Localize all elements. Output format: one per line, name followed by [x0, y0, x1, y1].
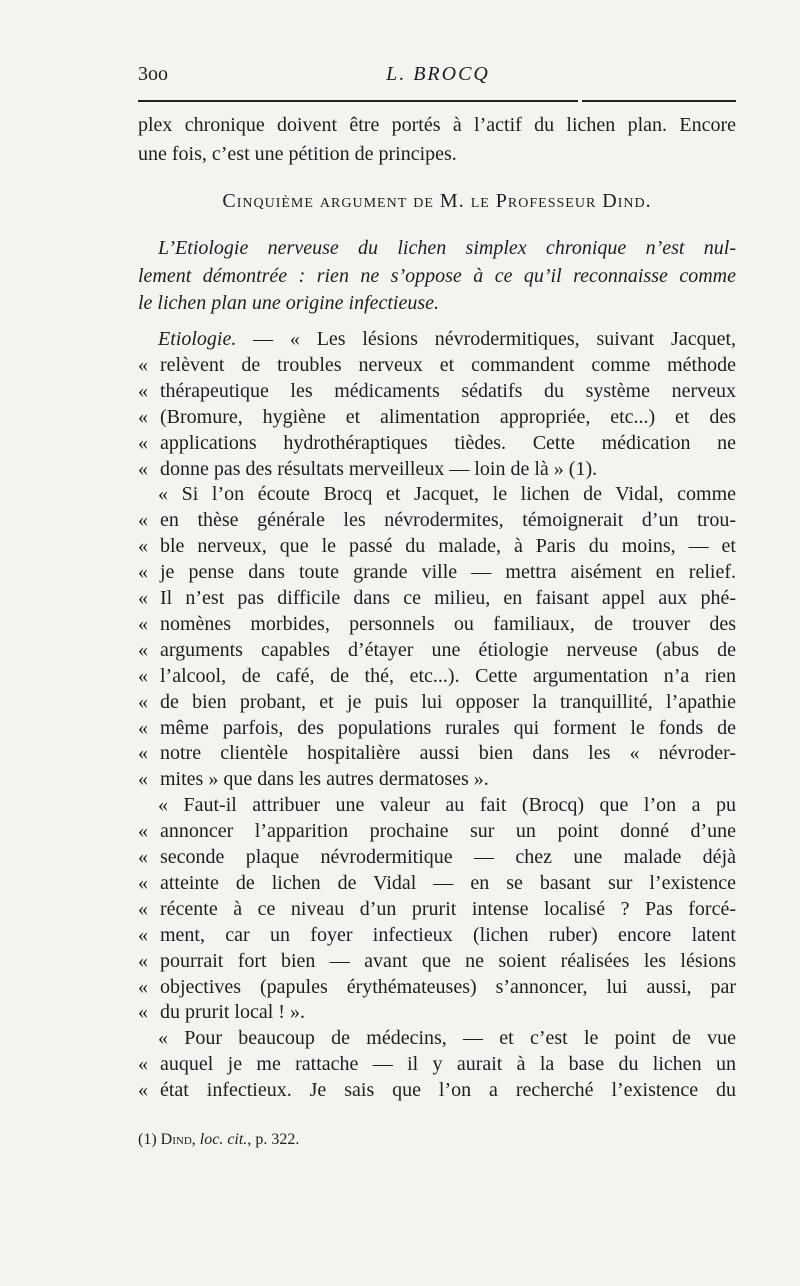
body-line-text: — « Les lésions névrodermitiques, suivant Jacquet, — [236, 328, 736, 350]
body-line-text: notre clientèle hospitalière aussi bien dans les « névroder- — [160, 742, 736, 764]
quote-mark: « — [138, 820, 148, 842]
body-line: « Pour beaucoup de médecins, — et c’est le point de vue — [158, 1027, 736, 1049]
body-line — [138, 870, 736, 896]
quote-mark: « — [138, 717, 148, 739]
body-line — [138, 766, 736, 792]
body-line — [158, 326, 736, 352]
body-line-text: thérapeutique les médicaments sédatifs du système nerveux — [160, 380, 736, 402]
thesis-line: lement démontrée : rien ne s’oppose à ce qu’il reconnaisse comme — [138, 265, 736, 287]
quote-mark: « — [138, 1053, 148, 1075]
paragraph-label: Etiologie. — [158, 328, 237, 350]
body-line — [138, 559, 736, 585]
quote-mark: « — [138, 742, 148, 764]
body-line — [138, 585, 736, 611]
footnote-page: p. 322. — [255, 1131, 300, 1148]
section-heading: Cinquième argument de M. le Professeur Dind. — [222, 190, 652, 212]
quote-mark: « — [138, 976, 148, 998]
text-line: une fois, c’est une pétition de principes. — [138, 143, 457, 165]
body-line-text: relèvent de troubles nerveux et commandent comme méthode — [160, 354, 736, 376]
quote-mark: « — [138, 950, 148, 972]
body-line-text: pourrait fort bien — avant que ne soient réalisées les lésions — [160, 950, 736, 972]
thesis-line: L’Etiologie nerveuse du lichen simplex chronique n’est nul- — [158, 237, 736, 259]
body-line — [138, 404, 736, 430]
body-line-text: arguments capables d’étayer une étiologie nerveuse (abus de — [160, 639, 736, 661]
quote-mark: « — [138, 535, 148, 557]
body-line-text: (Bromure, hygiène et alimentation appropriée, etc...) et des — [160, 406, 736, 428]
quote-mark: « — [138, 509, 148, 531]
page-header — [138, 63, 738, 93]
running-head: L. BROCQ — [386, 63, 490, 85]
quote-mark: « — [138, 613, 148, 635]
body-line-text: nomènes morbides, personnels ou familiaux, de trouver des — [160, 613, 736, 635]
body-line — [138, 430, 736, 456]
body-line — [138, 740, 736, 766]
body-line — [138, 715, 736, 741]
body-line — [138, 1051, 736, 1077]
body-line — [138, 922, 736, 948]
body-line-text: donne pas des résultats merveilleux — loin de là » (1). — [160, 458, 598, 480]
body-line — [138, 663, 736, 689]
header-rule — [138, 100, 578, 102]
thesis-line: le lichen plan une origine infectieuse. — [138, 292, 440, 314]
body-line-text: l’alcool, de café, de thé, etc...). Cette argumentation n’a rien — [160, 665, 736, 687]
quote-mark: « — [138, 561, 148, 583]
body-line — [138, 999, 736, 1025]
quote-mark: « — [138, 846, 148, 868]
quote-mark: « — [138, 1079, 148, 1101]
body-line-text: en thèse générale les névrodermites, témoignerait d’un trou- — [160, 509, 736, 531]
footnote-marker: (1) — [138, 1131, 157, 1148]
body-line: « Si l’on écoute Brocq et Jacquet, le lichen de Vidal, comme — [158, 483, 736, 505]
body-line-text: applications hydrothéraptiques tièdes. Cette médication ne — [160, 432, 736, 454]
page-number: 3oo — [138, 63, 168, 85]
body-line — [138, 637, 736, 663]
body-line — [138, 611, 736, 637]
quote-mark: « — [138, 380, 148, 402]
quote-mark: « — [138, 872, 148, 894]
body-line — [138, 818, 736, 844]
quote-mark: « — [138, 665, 148, 687]
body-line-text: seconde plaque névrodermitique — chez une malade déjà — [160, 846, 736, 868]
body-line-text: état infectieux. Je sais que l’on a recherché l’existence du — [160, 1079, 736, 1101]
quote-mark: « — [138, 406, 148, 428]
footnote — [138, 1131, 299, 1149]
quote-mark: « — [138, 458, 148, 480]
body-line — [138, 844, 736, 870]
body-line-text: ment, car un foyer infectieux (lichen ruber) encore latent — [160, 924, 736, 946]
body-line — [138, 974, 736, 1000]
body-line — [138, 507, 736, 533]
body-line — [138, 948, 736, 974]
body-line — [138, 533, 736, 559]
quote-mark: « — [138, 354, 148, 376]
quote-mark: « — [138, 1001, 148, 1023]
footnote-ref: loc. cit., — [199, 1131, 252, 1148]
header-rule-right — [582, 100, 736, 102]
body-line-text: Il n’est pas difficile dans ce milieu, en faisant appel aux phé- — [160, 587, 736, 609]
body-line — [138, 352, 736, 378]
text-line: plex chronique doivent être portés à l’actif du lichen plan. Encore — [138, 114, 736, 136]
body-line-text: de bien probant, et je puis lui opposer la tranquillité, l’apathie — [160, 691, 736, 713]
body-line-text: atteinte de lichen de Vidal — en se basant sur l’existence — [160, 872, 736, 894]
quote-mark: « — [138, 691, 148, 713]
body-line — [138, 689, 736, 715]
quote-mark: « — [138, 924, 148, 946]
quote-mark: « — [138, 639, 148, 661]
body-line: « Faut-il attribuer une valeur au fait (Brocq) que l’on a pu — [158, 794, 736, 816]
body-line-text: récente à ce niveau d’un prurit intense localisé ? Pas forcé- — [160, 898, 736, 920]
body-line-text: je pense dans toute grande ville — mettra aisément en relief. — [160, 561, 736, 583]
quote-mark: « — [138, 768, 148, 790]
body-line-text: ble nerveux, que le passé du malade, à Paris du moins, — et — [160, 535, 736, 557]
body-line — [138, 896, 736, 922]
body-line-text: auquel je me rattache — il y aurait à la base du lichen un — [160, 1053, 736, 1075]
body-line-text: annoncer l’apparition prochaine sur un point donné d’une — [160, 820, 736, 842]
body-line-text: mites » que dans les autres dermatoses ». — [160, 768, 489, 790]
body-line — [138, 456, 736, 482]
footnote-author: Dind, — [160, 1131, 196, 1148]
quote-mark: « — [138, 587, 148, 609]
body-line-text: même parfois, des populations rurales qui forment le fonds de — [160, 717, 736, 739]
body-line — [138, 378, 736, 404]
body-line-text: du prurit local ! ». — [160, 1001, 305, 1023]
body-line-text: objectives (papules érythémateuses) s’annoncer, lui aussi, par — [160, 976, 736, 998]
quote-mark: « — [138, 898, 148, 920]
quote-mark: « — [138, 432, 148, 454]
body-line — [138, 1077, 736, 1103]
